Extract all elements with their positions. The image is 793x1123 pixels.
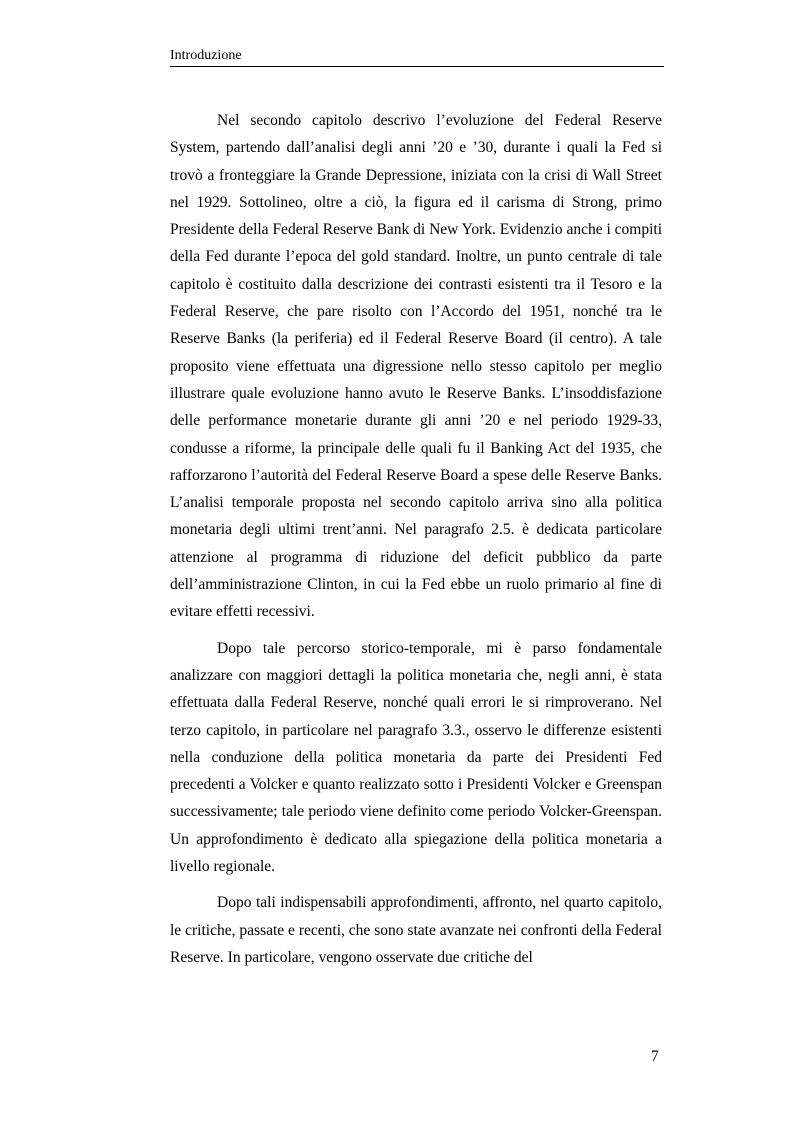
page-number: 7 [651, 1048, 659, 1065]
paragraph-2: Dopo tale percorso storico-temporale, mi è parso fondamentale analizzare con maggiori dettagli la politica monetaria che, negli anni, è stata effettuata dalla Federal Reserve, nonché quali errori le si rimproverano. Nel terzo capitolo, in particolare nel paragrafo 3.3., osservo le differenze esistenti nella conduzione della politica monetaria da parte dei Presidenti Fed precedenti a Volcker e quanto realizzato sotto i Presidenti Volcker e Greenspan successivamente; tale periodo viene definito come periodo Volcker-Greenspan. Un approfondimento è dedicato alla spiegazione della politica monetaria a livello regionale. [170, 639, 662, 876]
header-title: Introduzione [170, 48, 242, 63]
paragraph-1: Nel secondo capitolo descrivo l’evoluzione del Federal Reserve System, partendo dall’analisi degli anni ’20 e ’30, durante i quali la Fed si trovò a fronteggiare la Grande Depressione, iniziata con la crisi di Wall Street nel 1929. Sottolineo, oltre a ciò, la figura ed il carisma di Strong, primo Presidente della Federal Reserve Bank di New York. Evidenzio anche i compiti della Fed durante l’epoca del gold standard. Inoltre, un punto centrale di tale capitolo è costituito dalla descrizione dei contrasti esistenti tra il Tesoro e la Federal Reserve, che pare risolto con l’Accordo del 1951, nonché tra le Reserve Banks (la periferia) ed il Federal Reserve Board (il centro). A tale proposito viene effettuata una digressione nello stesso capitolo per meglio illustrare quale evoluzione hanno avuto le Reserve Banks. L’insoddisfazione delle performance monetarie durante gli anni ’20 e nel periodo 1929-33, condusse a riforme, la principale delle quali fu il Banking Act del 1935, che rafforzarono l’autorità del Federal Reserve Board a spese delle Reserve Banks. L’analisi temporale proposta nel secondo capitolo arriva sino alla politica monetaria degli ultimi trent’anni. Nel paragrafo 2.5. è dedicata particolare attenzione al programma di riduzione del deficit pubblico da parte dell’amministrazione Clinton, in cui la Fed ebbe un ruolo primario al fine di evitare effetti recessivi. [170, 112, 662, 621]
main-body [170, 107, 662, 980]
paragraph-3: Dopo tali indispensabili approfondimenti, affronto, nel quarto capitolo, le critiche, passate e recenti, che sono state avanzate nei confronti della Federal Reserve. In particolare, vengono osservate due critiche del [170, 894, 662, 966]
running-header [170, 47, 664, 67]
